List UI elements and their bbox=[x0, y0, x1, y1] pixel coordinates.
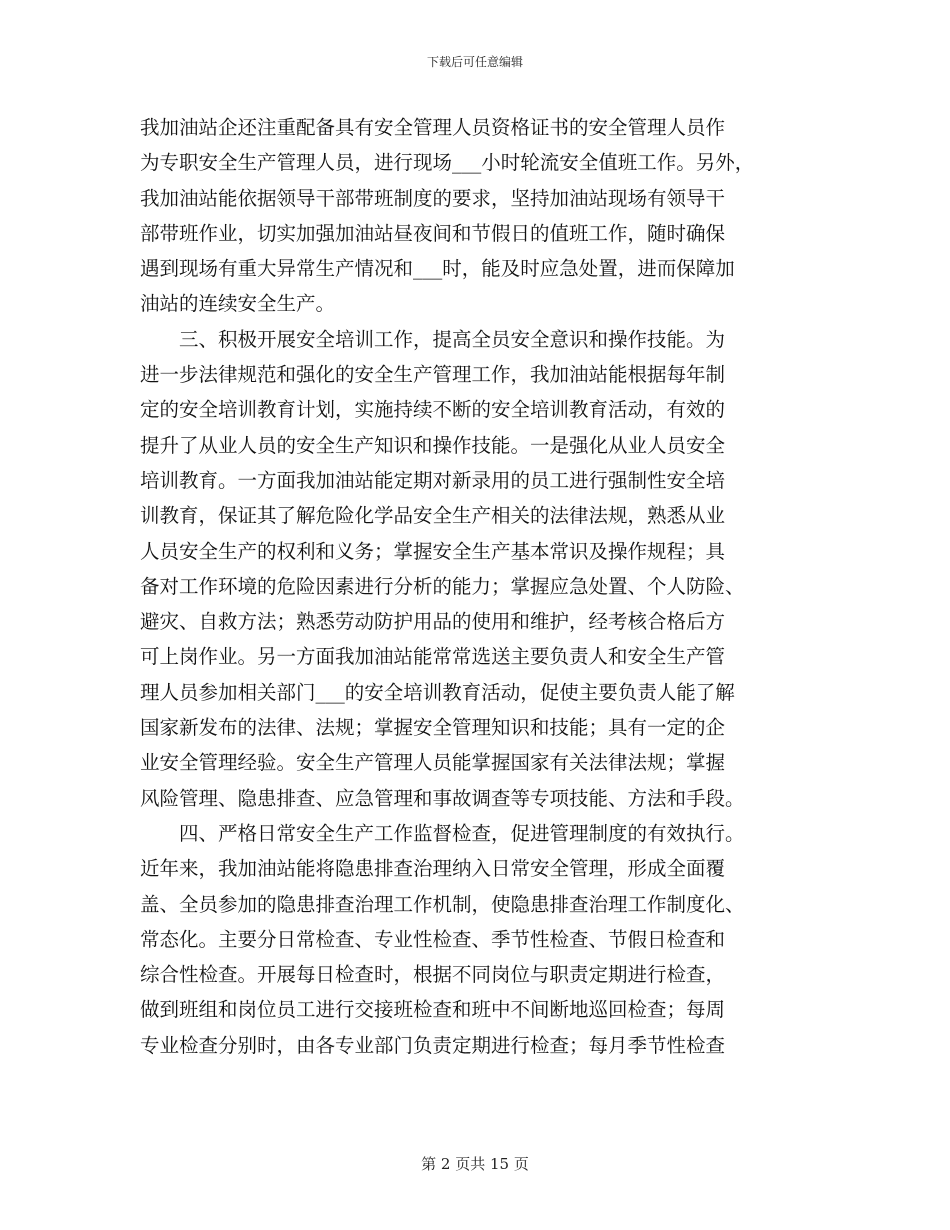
body-line: 为专职安全生产管理人员，进行现场___小时轮流安全值班工作。另外， bbox=[140, 151, 755, 175]
body-line: 进一步法律规范和强化的安全生产管理工作，我加油站能根据每年制 bbox=[140, 363, 726, 387]
body-line: 盖、全员参加的隐患排查治理工作机制，使隐患排查治理工作制度化、 bbox=[140, 892, 745, 916]
page-header: 下载后可任意编辑 bbox=[426, 55, 523, 69]
body-line: 遇到现场有重大异常生产情况和___时，能及时应急处置，进而保障加 bbox=[140, 257, 735, 281]
body-line: 提升了从业人员的安全生产知识和操作技能。一是强化从业人员安全 bbox=[140, 433, 726, 457]
body-line: 备对工作环境的危险因素进行分析的能力；掌握应急处置、个人防险、 bbox=[140, 574, 745, 598]
body-line: 四、严格日常安全生产工作监督检查，促进管理制度的有效执行。 bbox=[140, 821, 745, 845]
body-line: 专业检查分别时，由各专业部门负责定期进行检查；每月季节性检查 bbox=[140, 1033, 726, 1057]
document-body bbox=[140, 110, 820, 1063]
body-line: 定的安全培训教育计划，实施持续不断的安全培训教育活动，有效的 bbox=[140, 398, 726, 422]
body-line: 我加油站企还注重配备具有安全管理人员资格证书的安全管理人员作 bbox=[140, 116, 726, 139]
body-line: 我加油站能依据领导干部带班制度的要求，坚持加油站现场有领导干 bbox=[140, 186, 726, 210]
page-footer: 第 2 页共 15 页 bbox=[421, 1155, 529, 1173]
body-line: 避灾、自救方法；熟悉劳动防护用品的使用和维护，经考核合格后方 bbox=[140, 610, 726, 634]
body-line: 国家新发布的法律、法规；掌握安全管理知识和技能；具有一定的企 bbox=[140, 716, 726, 740]
body-line: 近年来，我加油站能将隐患排查治理纳入日常安全管理，形成全面覆 bbox=[140, 857, 726, 881]
body-line: 风险管理、隐患排查、应急管理和事故调查等专项技能、方法和手段。 bbox=[140, 786, 745, 810]
body-line: 可上岗作业。另一方面我加油站能常常选送主要负责人和安全生产管 bbox=[140, 645, 726, 669]
body-line: 常态化。主要分日常检查、专业性检查、季节性检查、节假日检查和 bbox=[140, 927, 726, 951]
body-line: 做到班组和岗位员工进行交接班检查和班中不间断地巡回检查；每周 bbox=[140, 998, 726, 1022]
body-line: 理人员参加相关部门___的安全培训教育活动，促使主要负责人能了解 bbox=[140, 680, 735, 704]
body-line: 培训教育。一方面我加油站能定期对新录用的员工进行强制性安全培 bbox=[140, 468, 726, 492]
body-line: 三、积极开展安全培训工作，提高全员安全意识和操作技能。为 bbox=[140, 327, 726, 351]
body-line: 部带班作业，切实加强加油站昼夜间和节假日的值班工作，随时确保 bbox=[140, 221, 726, 245]
body-line: 人员安全生产的权利和义务；掌握安全生产基本常识及操作规程；具 bbox=[140, 539, 726, 563]
body-line: 训教育，保证其了解危险化学品安全生产相关的法律法规，熟悉从业 bbox=[140, 504, 726, 528]
body-line: 业安全管理经验。安全生产管理人员能掌握国家有关法律法规；掌握 bbox=[140, 751, 726, 775]
body-line: 油站的连续安全生产。 bbox=[140, 292, 336, 316]
body-line: 综合性检查。开展每日检查时，根据不同岗位与职责定期进行检查， bbox=[140, 963, 726, 987]
